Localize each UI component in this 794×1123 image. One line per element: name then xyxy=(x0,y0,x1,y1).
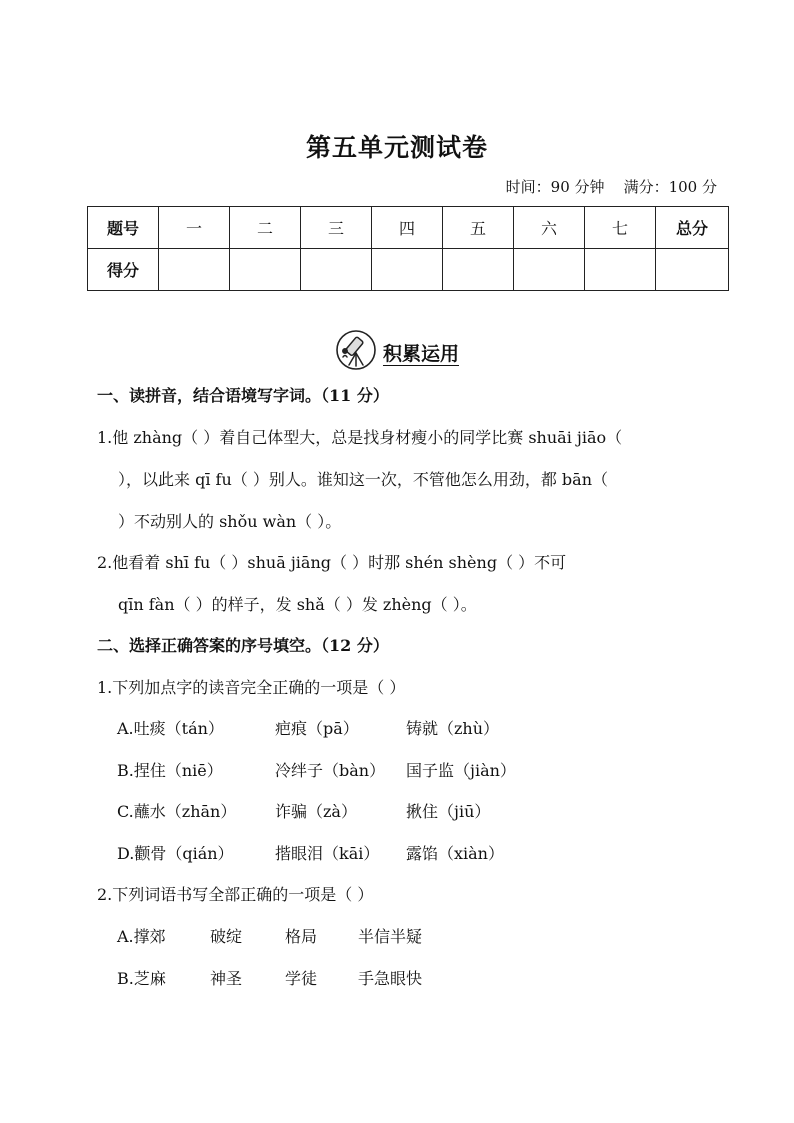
score-blank-cell[interactable] xyxy=(159,249,230,291)
section-banner-title: 积累运用 xyxy=(382,342,459,365)
page-title: 第五单元测试卷 xyxy=(305,133,488,162)
score-blank-cell[interactable] xyxy=(585,249,656,291)
score-blank-cell[interactable] xyxy=(301,249,372,291)
score-row-label: 得分 xyxy=(88,249,159,291)
score-table-header-row xyxy=(88,207,729,249)
option-c-word: 诈骗（zà） xyxy=(275,802,357,821)
option-b-word: 学徒 xyxy=(285,969,318,988)
score-blank-cell[interactable] xyxy=(372,249,443,291)
score-cell: 四 xyxy=(372,207,443,249)
q1-line: ），以此来 qī fu（ ）别人。谁知这一次，不管他怎么用劲，都 bān（ xyxy=(118,470,609,489)
score-cell: 总分 xyxy=(656,207,729,249)
q1-heading: 一、读拼音，结合语境写字词。（11 分） xyxy=(97,386,389,405)
q2-heading: 二、选择正确答案的序号填空。（12 分） xyxy=(97,636,389,655)
score-blank-cell[interactable] xyxy=(230,249,301,291)
score-blank-cell[interactable] xyxy=(443,249,514,291)
option-b-word: 手急眼快 xyxy=(358,969,423,988)
score-cell: 三 xyxy=(301,207,372,249)
score-cell: 二 xyxy=(230,207,301,249)
score-cell: 六 xyxy=(514,207,585,249)
option-b-word: 冷绊子（bàn） xyxy=(275,761,386,780)
score-cell: 五 xyxy=(443,207,514,249)
q1-line: 1.他 zhàng（ ）着自己体型大，总是找身材瘦小的同学比赛 shuāi jiāo（ xyxy=(97,428,623,447)
option-c-word: 揪住（jiū） xyxy=(406,802,491,821)
option-a-word: 破绽 xyxy=(210,927,243,946)
score-cell: 一 xyxy=(159,207,230,249)
option-b: B.捏住（niē） xyxy=(117,761,223,780)
option-b: B.芝麻 xyxy=(117,969,166,988)
option-a-word: 半信半疑 xyxy=(358,927,423,946)
option-a-word: 疤痕（pā） xyxy=(275,719,359,738)
option-b-word: 神圣 xyxy=(210,969,243,988)
q1-line: ）不动别人的 shǒu wàn（ ）。 xyxy=(118,512,342,531)
option-d-word: 露馅（xiàn） xyxy=(406,844,504,863)
score-table xyxy=(87,206,729,291)
q1-line: qīn fàn（ ）的样子，发 shǎ（ ）发 zhèng（ ）。 xyxy=(118,595,477,614)
q2-item1-stem: 1.下列加点字的读音完全正确的一项是（ ） xyxy=(97,678,406,697)
option-c: C.蘸水（zhān） xyxy=(117,802,237,821)
option-a-word: 格局 xyxy=(285,927,318,946)
option-d: D.颧骨（qián） xyxy=(117,844,234,863)
option-a: A.吐痰（tán） xyxy=(117,719,224,738)
score-cell: 七 xyxy=(585,207,656,249)
q1-line: 2.他看着 shī fu（ ）shuā jiāng（ ）时那 shén shèng（ ）不可 xyxy=(97,553,567,572)
score-cell: 题号 xyxy=(88,207,159,249)
option-a: A.撑郊 xyxy=(117,927,166,946)
section-banner xyxy=(0,330,794,374)
telescope-icon xyxy=(335,329,377,375)
q2-item2-stem: 2.下列词语书写全部正确的一项是（ ） xyxy=(97,885,374,904)
option-a-word: 铸就（zhù） xyxy=(406,719,500,738)
score-table-score-row xyxy=(88,249,729,291)
score-blank-cell[interactable] xyxy=(514,249,585,291)
option-d-word: 揩眼泪（kāi） xyxy=(275,844,380,863)
score-blank-cell[interactable] xyxy=(656,249,729,291)
exam-meta: 时间：90 分钟 满分：100 分 xyxy=(505,178,717,196)
option-b-word: 国子监（jiàn） xyxy=(406,761,516,780)
